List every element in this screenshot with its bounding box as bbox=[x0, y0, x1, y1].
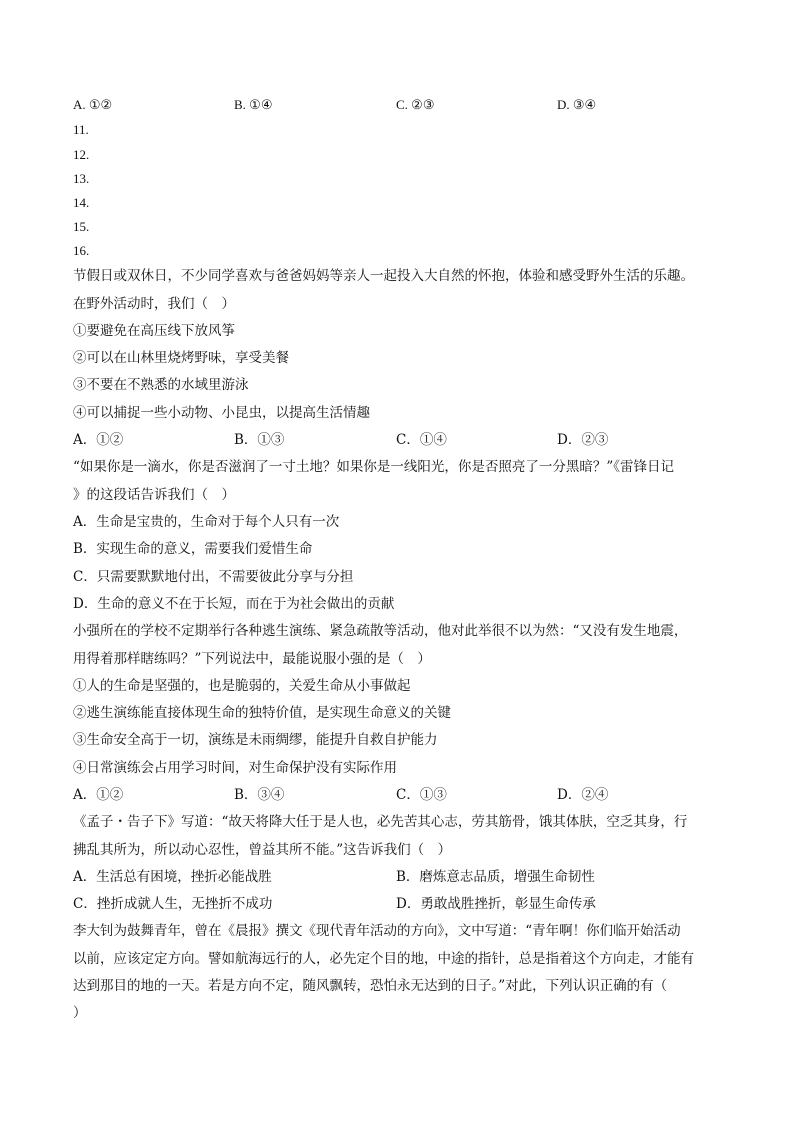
question-stem: 在野外活动时，我们（ ） bbox=[73, 296, 235, 312]
statement-item: ④日常演练会占用学习时间，对生命保护没有实际作用 bbox=[73, 760, 397, 776]
question-number-12: 12. bbox=[73, 147, 90, 162]
option-a: A．①② bbox=[73, 787, 124, 803]
question-stem: 以前，应该定定方向。譬如航海远行的人，必先定个目的地，中途的指针，总是指着这个方向走，才能有 bbox=[73, 951, 694, 967]
option-d: D．②③ bbox=[557, 432, 609, 448]
question-number-13: 13. bbox=[73, 171, 90, 186]
question-number-16: 16. bbox=[73, 243, 90, 258]
option-b: B．③④ bbox=[234, 787, 285, 803]
option-d: D．②④ bbox=[557, 787, 609, 803]
statement-item: ②逃生演练能直接体现生命的独特价值，是实现生命意义的关键 bbox=[73, 705, 451, 721]
question-stem: 《孟子・告子下》写道：“故天将降大任于是人也，必先苦其心志，劳其筋骨，饿其体肤，空乏其身，行 bbox=[73, 814, 688, 830]
statement-item: ①人的生命是坚强的，也是脆弱的，关爱生命从小事做起 bbox=[73, 678, 411, 694]
option-b: B．磨炼意志品质，增强生命韧性 bbox=[396, 869, 595, 885]
question-stem: 达到那目的地的一天。若是方向不定，随风飘转，恐怕永无达到的日子。”对此，下列认识正确的有（ bbox=[73, 978, 668, 994]
statement-item: ①要避免在高压线下放风筝 bbox=[73, 323, 235, 339]
question-stem: 用得着那样瞎练吗？”下列说法中，最能说服小强的是（ ） bbox=[73, 651, 431, 667]
option-c: C．挫折成就人生，无挫折不成功 bbox=[73, 896, 273, 912]
option-c: C．只需要默默地付出，不需要彼此分享与分担 bbox=[73, 569, 354, 585]
top-option-c: C. ②③ bbox=[396, 97, 435, 112]
option-d: D．生命的意义不在于长短，而在于为社会做出的贡献 bbox=[73, 596, 395, 612]
question-number-11: 11. bbox=[73, 122, 89, 137]
statement-item: ③不要在不熟悉的水域里游泳 bbox=[73, 377, 249, 393]
question-stem: 李大钊为鼓舞青年，曾在《晨报》撰文《现代青年活动的方向》，文中写道：“青年啊！你们临开始活动 bbox=[73, 923, 681, 939]
option-d: D．勇敢战胜挫折，彰显生命传承 bbox=[396, 896, 596, 912]
top-option-d: D. ③④ bbox=[557, 97, 597, 112]
top-option-b: B. ①④ bbox=[234, 97, 273, 112]
statement-item: ③生命安全高于一切，演练是未雨绸缪，能提升自救自护能力 bbox=[73, 732, 438, 748]
question-number-14: 14. bbox=[73, 195, 90, 210]
question-stem: “如果你是一滴水，你是否滋润了一寸土地？如果你是一线阳光，你是否照亮了一分黑暗？”《雷锋日记 bbox=[73, 459, 675, 475]
question-stem: ） bbox=[73, 1005, 87, 1021]
option-a: A．生命是宝贵的，生命对于每个人只有一次 bbox=[73, 514, 340, 530]
option-c: C．①③ bbox=[396, 787, 447, 803]
statement-item: ②可以在山林里烧烤野味，享受美餐 bbox=[73, 350, 289, 366]
option-b: B．实现生命的意义，需要我们爱惜生命 bbox=[73, 541, 313, 557]
question-stem: 小强所在的学校不定期举行各种逃生演练、紧急疏散等活动，他对此举很不以为然：“又没有发生地震， bbox=[73, 623, 688, 639]
question-stem: 拂乱其所为，所以动心忍性，曾益其所不能。”这告诉我们（ ） bbox=[73, 842, 452, 858]
option-b: B．①③ bbox=[234, 432, 285, 448]
option-c: C．①④ bbox=[396, 432, 447, 448]
question-number-15: 15. bbox=[73, 219, 90, 234]
question-stem: 节假日或双休日，不少同学喜欢与爸爸妈妈等亲人一起投入大自然的怀抱，体验和感受野外生活的乐趣。 bbox=[73, 268, 694, 284]
question-stem: 》的这段话告诉我们（ ） bbox=[73, 487, 235, 503]
statement-item: ④可以捕捉一些小动物、小昆虫，以提高生活情趣 bbox=[73, 405, 370, 421]
option-a: A．①② bbox=[73, 432, 124, 448]
top-option-a: A. ①② bbox=[73, 97, 113, 112]
option-a: A．生活总有困境，挫折必能战胜 bbox=[73, 869, 272, 885]
